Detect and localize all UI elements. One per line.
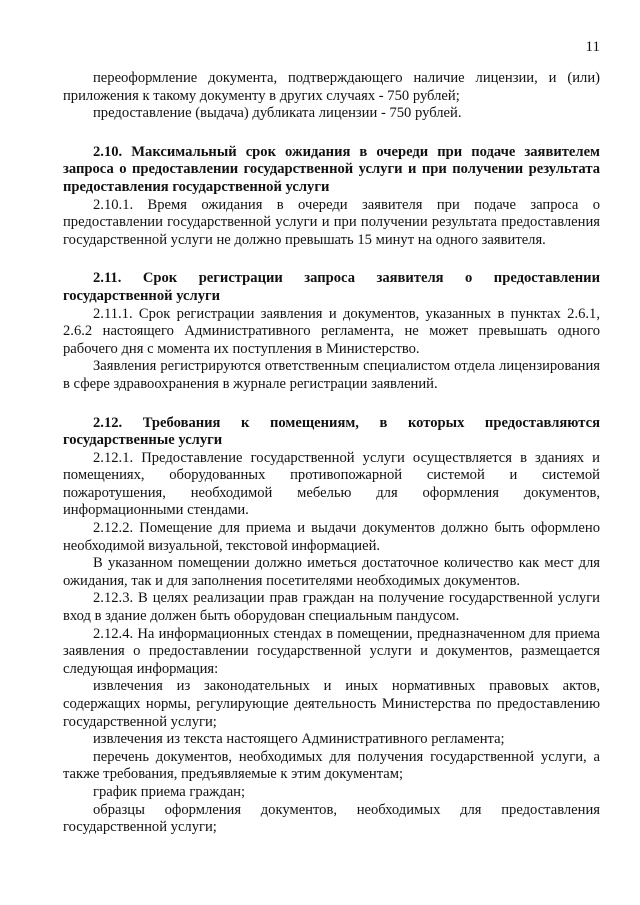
section-heading-2-10: 2.10. Максимальный срок ожидания в очереди при подаче заявителем запроса о предоставлении государственной услуги и при получении результата предоставления государственной услуги xyxy=(63,143,600,195)
page-number: 11 xyxy=(585,39,600,55)
paragraph-duplicate-fee: предоставление (выдача) дубликата лицензии - 750 рублей. xyxy=(93,105,462,122)
paragraph-2-12-1: 2.12.1. Предоставление государственной услуги осуществляется в зданиях и помещениях, оборудованных противопожарной системой и системой пожаротушения, необходимой мебелью для оформления документов, информационными стендами. xyxy=(63,449,600,519)
section-heading-2-12: 2.12. Требования к помещениям, в которых предоставляются государственные услуги xyxy=(63,414,600,449)
paragraph-2-12-2: 2.12.2. Помещение для приема и выдачи документов должно быть оформлено необходимой визуальной, текстовой информацией. xyxy=(63,520,600,554)
list-item-reception-schedule: график приема граждан; xyxy=(93,783,246,800)
paragraph-reissue-fee: переоформление документа, подтверждающего наличие лицензии, и (или) приложения к такому документу в других случаях - 750 рублей; xyxy=(63,70,600,104)
list-item-legal-extracts: извлечения из законодательных и иных нормативных правовых актов, содержащих нормы, регулирующие деятельность Министерства по предоставлению государственной услуги; xyxy=(63,678,600,730)
paragraph-2-10-1: 2.10.1. Время ожидания в очереди заявителя при подаче запроса о предоставлении государственной услуги и при получении результата предоставления государственной услуги не должно превышать 15 минут на одного заявителя. xyxy=(63,196,600,248)
paragraph-registration: Заявления регистрируются ответственным специалистом отдела лицензирования в сфере здравоохранения в журнале регистрации заявлений. xyxy=(63,358,600,392)
paragraph-2-12-4: 2.12.4. На информационных стендах в помещении, предназначенном для приема заявления о предоставлении государственной услуги и документов, размещается следующая информация: xyxy=(63,625,600,677)
list-item-regulation-extracts: извлечения из текста настоящего Административного регламента; xyxy=(93,731,505,748)
paragraph-2-12-3: 2.12.3. В целях реализации прав граждан на получение государственной услуги вход в здание должен быть оборудован специальным пандусом. xyxy=(63,590,600,625)
page-body xyxy=(63,70,600,837)
paragraph-waiting-places: В указанном помещении должно иметься достаточное количество как мест для ожидания, так и для заполнения посетителями необходимых документов. xyxy=(63,555,600,589)
list-item-document-list: перечень документов, необходимых для получения государственной услуги, а также требования, предъявляемые к этим документам; xyxy=(63,748,600,783)
section-heading-2-11: 2.11. Срок регистрации запроса заявителя о предоставлении государственной услуги xyxy=(63,270,600,304)
list-item-document-samples: образцы оформления документов, необходимых для предоставления государственной услуги; xyxy=(63,801,600,836)
paragraph-2-11-1: 2.11.1. Срок регистрации заявления и документов, указанных в пунктах 2.6.1, 2.6.2 настоящего Административного регламента, не может превышать одного рабочего дня с момента их поступления в Министерство. xyxy=(63,305,600,357)
